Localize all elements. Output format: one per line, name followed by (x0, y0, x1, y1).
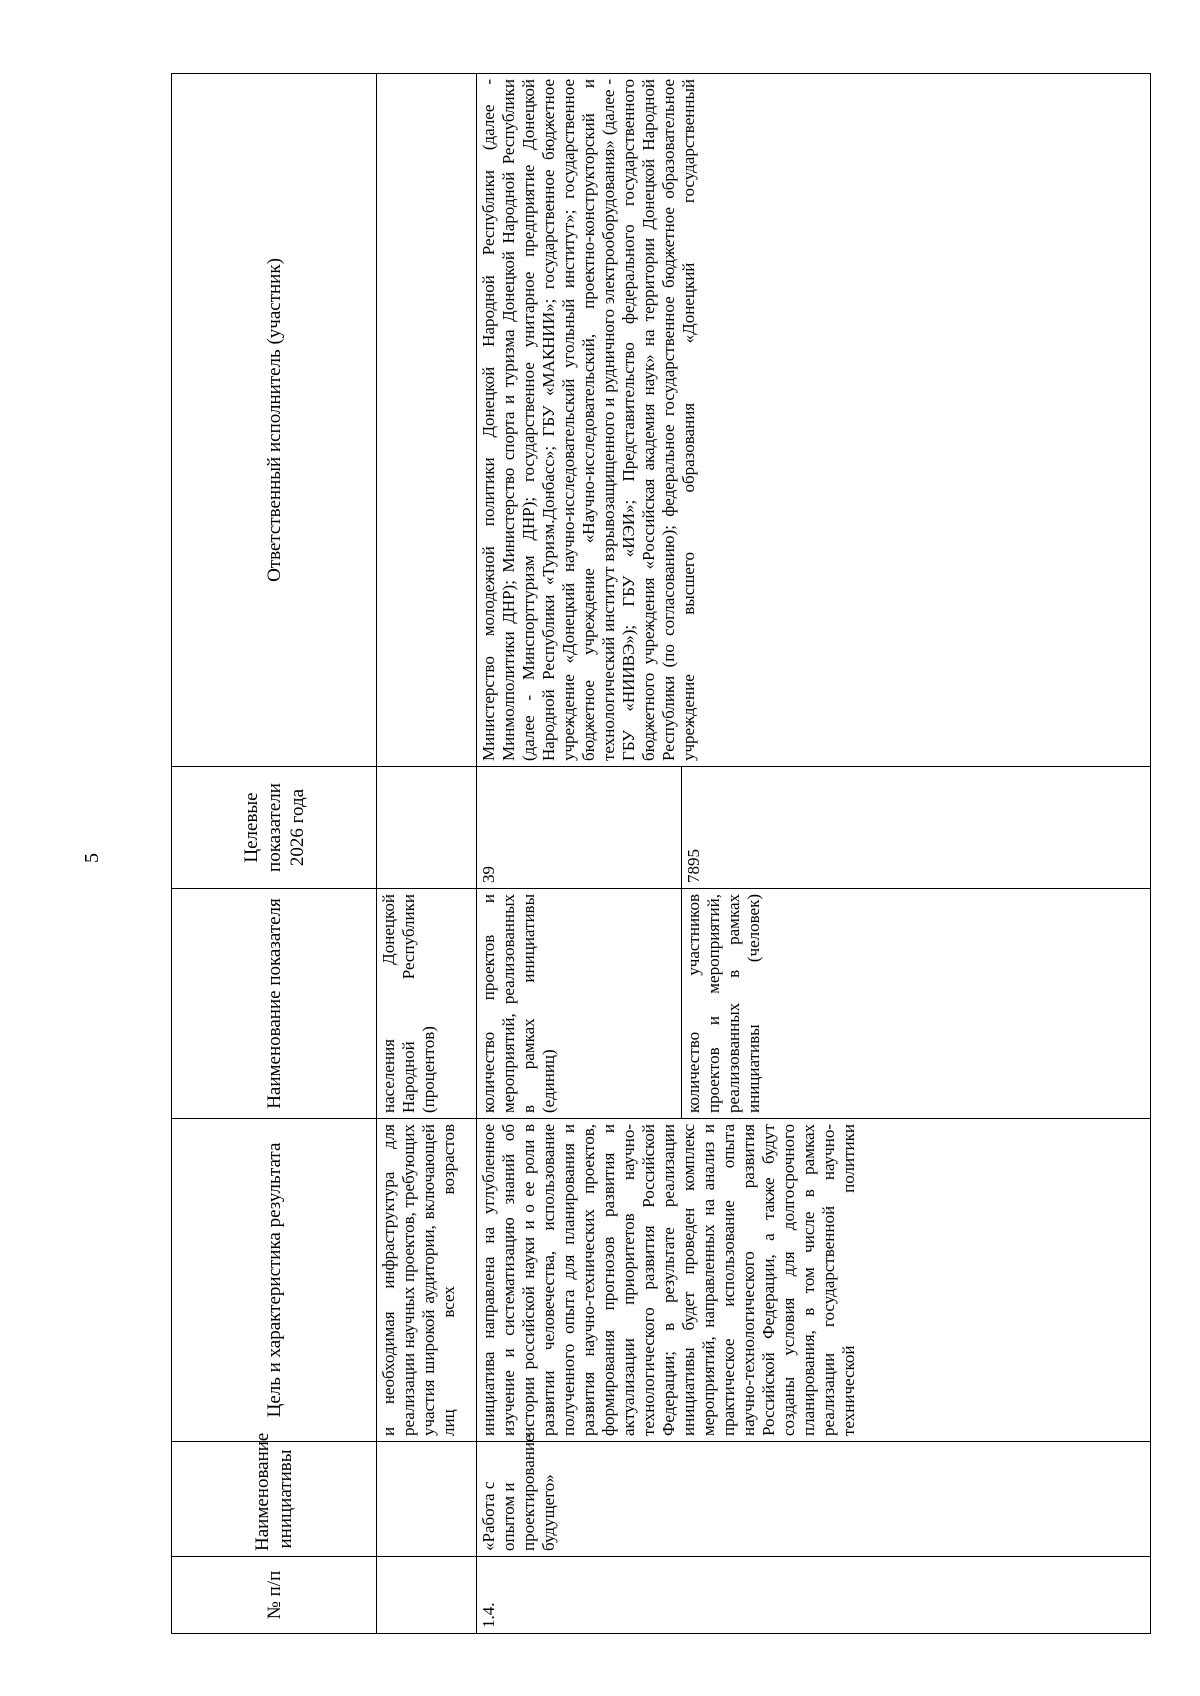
header-target: Целевые показатели 2026 года (172, 767, 377, 889)
header-indicator: Наименование показателя (172, 889, 377, 1119)
header-num: № п/п (172, 1557, 377, 1634)
header-executor: Ответственный исполнитель (участник) (172, 74, 377, 767)
cell-target-1: 39 (477, 767, 682, 889)
page-number: 5 (81, 853, 103, 863)
cell-target-2: 7895 (682, 767, 1151, 889)
cell-indicator-2: количество участников проектов и мероприятий, реализованных в рамках инициативы (человек) (682, 889, 1151, 1119)
initiatives-table (171, 73, 1151, 1634)
cell-indicator-continuation: населения Донецкой Народной Республики (процентов) (377, 889, 477, 1119)
cell-name-1-4: «Работа с опытом и проектирование будущего» (477, 1442, 1151, 1557)
table-row-continuation (377, 74, 477, 1634)
cell-name-empty (377, 1442, 477, 1557)
cell-num-1-4: 1.4. (477, 1557, 1151, 1634)
rotated-table-container (171, 74, 1151, 1634)
cell-goal-1-4: инициатива направлена на углубленное изучение и систематизацию знаний об истории российской науки и о ее роли в развитии человечества, использование полученного опыта для планирования и развития научно-технических проектов, формирования прогнозов развития и актуализации приоритетов научно-технологического развития Российской Федерации; в результате реализации инициативы будет проведен комплекс мероприятий, направленных на анализ и практическое использование опыта научно-технологического развития Российской Федерации, а также будут созданы условия для долгосрочного планирования, в том числе в рамках реализации государственной научно-технической политики (477, 1119, 1151, 1442)
cell-goal-continuation: и необходимая инфраструктура для реализации научных проектов, требующих участия широкой аудитории, включающей лиц всех возрастов (377, 1119, 477, 1442)
cell-target-empty (377, 767, 477, 889)
cell-executor-empty (377, 74, 477, 767)
header-goal: Цель и характеристика результата (172, 1119, 377, 1442)
table-header-row (172, 74, 377, 1634)
cell-indicator-1: количество проектов и мероприятий, реализованных в рамках инициативы (единиц) (477, 889, 682, 1119)
table-row-1-4 (477, 74, 682, 1634)
header-initiative-name: Наименование инициативы (172, 1442, 377, 1557)
cell-num-empty (377, 1557, 477, 1634)
cell-executor-1-4: Министерство молодежной политики Донецкой Народной Республики (далее - Минмолполитики ДНР); Министерство спорта и туризма Донецкой Народной Республики (далее - Минспорттуризм ДНР); государственное унитарное предприятие Донецкой Народной Республики «Туризм.Донбасс»; ГБУ «МАКНИИ»; государственное бюджетное учреждение «Донецкий научно-исследовательский угольный институт»; государственное бюджетное учреждение «Научно-исследовательский, проектно-конструкторский и технологический институт взрывозащищенного и рудничного электрооборудования» (далее - ГБУ «НИИВЭ»); ГБУ «ИЭИ»; Представительство федерального государственного бюджетного учреждения «Российская академия наук» на территории Донецкой Народной Республики (по согласованию); федеральное государственное бюджетное образовательное учреждение высшего образования «Донецкий государственный (477, 74, 1151, 767)
